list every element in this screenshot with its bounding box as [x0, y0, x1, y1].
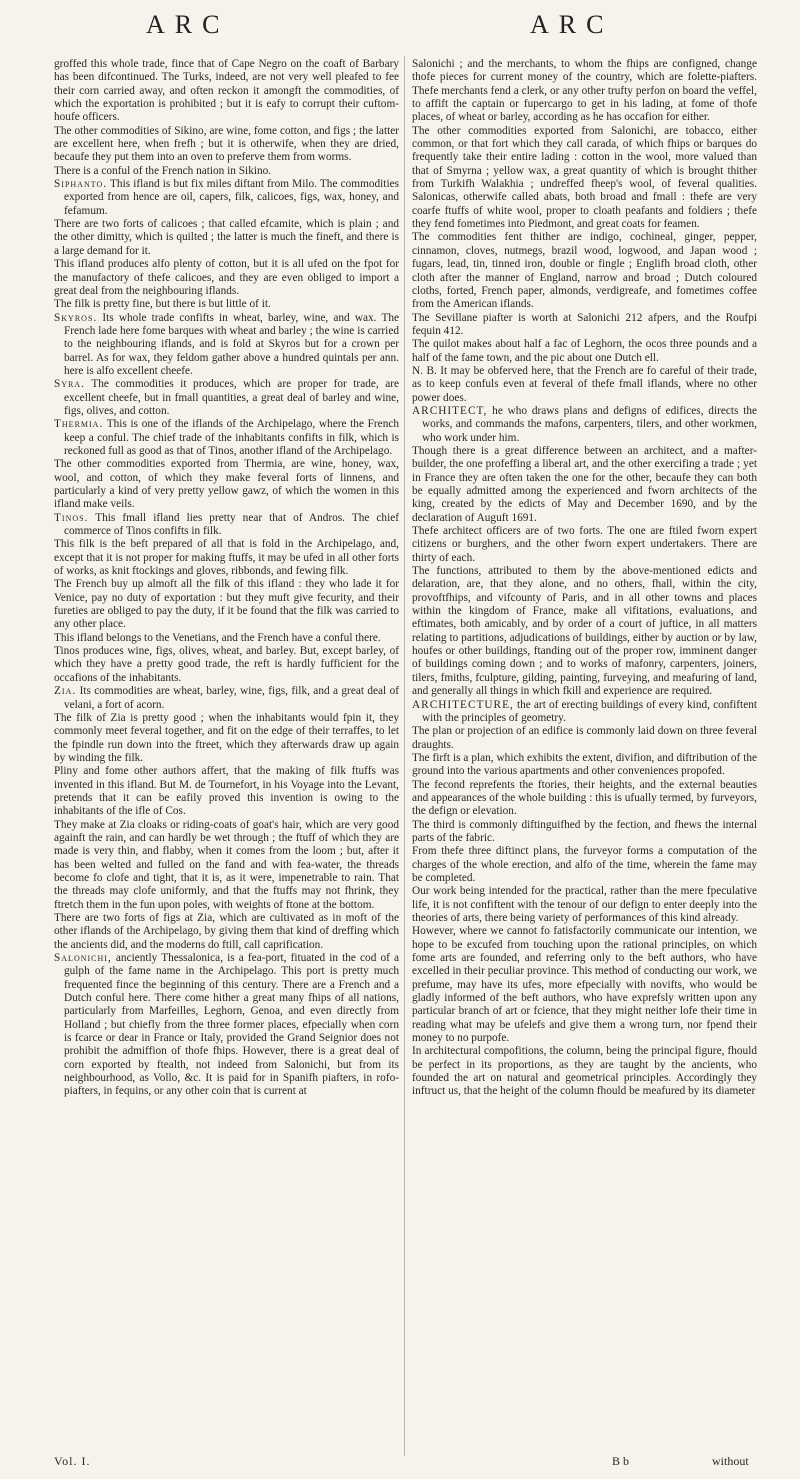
paragraph — [54, 712, 399, 765]
entry-headword: Zia. — [54, 685, 77, 698]
paragraph — [412, 779, 757, 819]
paragraph-text: the art of erecting buildings of every kind, confiftent with the principles of geometry. — [422, 698, 757, 724]
paragraph-text: The other commodities exported from Salonichi, are tobacco, either common, or that fort which they call carada, of which fhips or barques do frequently take their entire lading : cotton in the wool, more valued than that of Smyrna ; yellow wax, a great quantity of which is brought thither from Turkifh Walakhia ; undreffed fheep's wool, of feveral qualities. Salonicas, otherwife called abats, both broad and fmall : thefe are very coarfe ftuffs of white wool, proper to cloath peafants and foldiers ; thefe they fend fometimes into Piedmont, and great coats for feamen. — [412, 124, 757, 231]
paragraph — [54, 418, 399, 458]
paragraph-text: The other commodities of Sikino, are wine, fome cotton, and figs ; the latter are excellent here, when frefh ; but it is otherwife, when they are dried, becaufe they put them into an oven to preferve them from worms. — [54, 124, 399, 164]
paragraph-text: The commodities fent thither are indigo, cochineal, ginger, pepper, cinnamon, cloves, nutmegs, brazil wood, logwood, and Japan wood ; fugars, lead, tin, tinned iron, double or fingle ; Englifh broad cloth, other cloth after the manner of England, narrow and broad ; Dutch coloured cloths, forted, French paper, almonds, verdigreafe, and fometimes coffee from the American iflands. — [412, 231, 757, 311]
paragraph — [54, 512, 399, 539]
paragraph-text: The firft is a plan, which exhibits the extent, divifion, and diftribution of the ground into the various apartments and other conveniences propofed. — [412, 751, 757, 778]
paragraph — [412, 845, 757, 885]
paragraph — [54, 218, 399, 258]
paragraph — [54, 685, 399, 712]
running-head-right: ARC — [530, 10, 614, 39]
entry-headword: Thermia. — [54, 418, 104, 431]
paragraph-text: This is one of the iflands of the Archipelago, where the French keep a conful. The chief trade of the inhabitants confifts in filk, which is reckoned full as good as that of Tinos, another ifland of the Archipelago. — [64, 418, 399, 457]
paragraph-text: However, where we cannot fo fatisfactorily communicate our intention, we hope to be excufed from touching upon the rational principles, on which fome arts are founded, and referring only to the beft authors, who have excelled in their peculiar province. This method of conducting our work, we prefume, may have its ufes, more efpecially with novifts, who would be gladly informed of the beft authors, who have exprefsly written upon any particular branch of art or fcience, that they might neither lofe their time in reading what may be ufelefs and give them a wrong turn, nor fpend their money to no purpofe. — [412, 925, 757, 1045]
paragraph-text: The quilot makes about half a fac of Leghorn, the ocos three pounds and a half of the fame town, and the pic about one Dutch ell. — [412, 338, 757, 364]
paragraph — [412, 752, 757, 779]
paragraph — [54, 312, 399, 379]
paragraph — [54, 912, 399, 952]
paragraph-text: he who draws plans and defigns of edifices, directs the works, and commands the mafons, carpenters, tilers, and other workmen, who work under him. — [422, 404, 757, 444]
paragraph-text: The plan or projection of an edifice is commonly laid down on three feveral draughts. — [412, 725, 757, 751]
paragraph-text: There are two forts of figs at Zia, which are cultivated as in moft of the other iflands of the Archipelago, by giving them that kind of dreffing which the ancients did, and the moderns do ftill, call caprification. — [54, 912, 399, 951]
paragraph-text: This fmall ifland lies pretty near that of Andros. The chief commerce of Tinos confifts in filk. — [64, 511, 399, 538]
paragraph-text: From thefe three diftinct plans, the furveyor forms a computation of the charges of the whole erection, and alfo of the time, wherein the fame may be completed. — [412, 845, 757, 884]
paragraph — [54, 458, 399, 511]
entry-headword: Syra. — [54, 378, 85, 391]
paragraph-text: They make at Zia cloaks or riding-coats of goat's hair, which are very good againft the rain, and can hardly be wet through ; the ftuff of which they are made is very thin, and flabby, when it comes from the loom ; but, after it has been welted and fulled on the fand and with fea-water, the threads become fo clofe and tight, that it is, as it were, impenetrable to rain. That the threads may clofe uniformly, and that the ftuffs may not fhrink, they ftretch them in the fun upon poles, with weights of ftone at the bottom. — [54, 818, 399, 911]
paragraph-text: Its whole trade confifts in wheat, barley, wine, and wax. The French lade here fome barques with wheat and barley ; the wine is carried to the neighbouring iflands, and is fold at Skyros but for a crown per barrel. As for wax, they feldom gather above a hundred quintals per ann. here is alfo excellent cheefe. — [64, 311, 399, 377]
paragraph-text: Our work being intended for the practical, rather than the mere fpeculative life, it is not confiftent with the tenour of our defign to enter deeply into the theories of arts, there being variety of performances of this kind already. — [412, 885, 757, 924]
entry-headword: Skyros. — [54, 311, 98, 324]
paragraph — [54, 645, 399, 685]
paragraph — [54, 165, 399, 178]
paragraph — [54, 258, 399, 298]
running-head-left: ARC — [146, 10, 230, 39]
paragraph — [412, 405, 757, 445]
entry-headword: ARCHITECT, — [412, 404, 488, 417]
paragraph — [412, 725, 757, 752]
paragraph — [412, 565, 757, 698]
paragraph — [54, 819, 399, 912]
paragraph-text: This ifland is but fix miles diftant from Milo. The commodities exported from hence are oil, capers, filk, calicoes, figs, wax, honey, and fefamum. — [64, 178, 399, 217]
paragraph-text: The third is commonly diftinguifhed by the fection, and fhews the internal parts of the fabric. — [412, 818, 757, 844]
paragraph — [412, 525, 757, 565]
paragraph — [54, 578, 399, 631]
paragraph — [412, 1045, 757, 1098]
entry-headword: ARCHITECTURE, — [412, 698, 514, 711]
paragraph — [412, 925, 757, 1045]
paragraph-text: anciently Thessalonica, is a fea-port, fituated in the cod of a gulph of the fame name in the Archipelago. This port is pretty much frequented fince the beginning of this century. There are a French and a Dutch conful here. There come hither a great many fhips of all nations, particularly from Marfeilles, Leghorn, Genoa, and even directly from Holland ; but chiefly from the three former places, efpecially when corn is fcarce or dear in France or Italy, provided the Grand Seignior does not prohibit the admiffion of thofe fhips. However, there is a great deal of corn exported by ftealth, not indeed from Salonichi, but from its neighbourhood, as Vollo, &c. It is paid for in Spanifh piafters, in rofo-piafters, in fequins, or any other coin that is current at — [64, 952, 399, 1098]
paragraph-text: The filk is pretty fine, but there is but little of it. — [54, 298, 271, 311]
paragraph — [412, 699, 757, 726]
paragraph-text: Its commodities are wheat, barley, wine, figs, filk, and a great deal of velani, a fort of acorn. — [64, 685, 399, 711]
paragraph-text: Tinos produces wine, figs, olives, wheat, and barley. But, except barley, of which they have a pretty good trade, the reft is hardly fufficient for the occafions of the inhabitants. — [54, 645, 399, 684]
paragraph — [54, 538, 399, 578]
paragraph — [54, 58, 399, 125]
paragraph-text: The commodities it produces, which are proper for trade, are excellent cheefe, but in fmall quantities, a great deal of barley and wine, figs, olives, and cotton. — [64, 378, 399, 417]
paragraph — [54, 178, 399, 218]
paragraph-text: Though there is a great difference between an architect, and a mafter-builder, the one profeffing a liberal art, and the other exercifing a trade ; yet in France they are often taken the one for the other, becaufe they can both be equally admitted among the experienced and fworn architects of the king, created by the edicts of May and December 1690, and by the declaration of Auguft 1691. — [412, 444, 757, 524]
paragraph-text: The other commodities exported from Thermia, are wine, honey, wax, wool, and cotton, of which they make feveral forts of linnens, and particularly a kind of very pretty yellow gawz, of which the women in this ifland make veils. — [54, 458, 399, 511]
paragraph — [54, 952, 399, 1099]
paragraph — [412, 885, 757, 925]
paragraph — [412, 58, 757, 125]
paragraph — [412, 338, 757, 365]
paragraph-text: The French buy up almoft all the filk of this ifland : they who lade it for Venice, pay no duty of exportation : but they muft give fecurity, and their fureties are obliged to pay the duty, if it be found that the filk was carried to any other place. — [54, 578, 399, 631]
paragraph — [412, 125, 757, 232]
entry-headword: Salonichi, — [54, 952, 112, 965]
paragraph-text: There are two forts of calicoes ; that called efcamite, which is plain ; and the other dimitty, which is quilted ; the latter is much the fineft, and there is a large demand for it. — [54, 218, 399, 257]
paragraph — [54, 125, 399, 165]
paragraph — [54, 765, 399, 818]
right-column — [412, 58, 757, 1458]
paragraph-text: This filk is the beft prepared of all that is fold in the Archipelago, and, except that it is not proper for making ftuffs, it may be ufed in all other forts of works, as knit ftockings and gloves, ribbonds, and fewing filk. — [54, 538, 399, 578]
paragraph-text: There is a conful of the French nation in Sikino. — [54, 164, 272, 177]
paragraph — [54, 632, 399, 645]
entry-headword: Siphanto. — [54, 178, 108, 191]
volume-mark: Vol. I. — [54, 1454, 91, 1468]
left-column — [54, 58, 399, 1458]
paragraph — [412, 231, 757, 311]
paragraph-text: Thefe architect officers are of two forts. The one are ftiled fworn expert citizens or burghers, and the other fworn expert undertakers. There are thirty of each. — [412, 525, 757, 564]
paragraph — [412, 365, 757, 405]
paragraph-text: Pliny and fome other authors affert, that the making of filk ftuffs was invented in this ifland. But M. de Tournefort, in his Voyage into the Levant, pretends that it can be eafily proved this invention is owing to the inhabitants of the ifle of Cos. — [54, 765, 399, 818]
paragraph-text: This ifland produces alfo plenty of cotton, but it is all ufed on the fpot for the manufactory of thefe calicoes, and they are even obliged to import a great deal from the neighbouring iflands. — [54, 258, 399, 297]
signature-mark: B b — [612, 1454, 630, 1468]
paragraph — [412, 445, 757, 525]
paragraph — [54, 298, 399, 311]
paragraph-text: The filk of Zia is pretty good ; when the inhabitants would fpin it, they commonly meet feveral together, and fit on the edge of their terraffes, to let the fpindle run down into the ftreet, which they afterwards draw up again by winding the filk. — [54, 711, 399, 764]
paragraph — [412, 819, 757, 846]
paragraph-text: The Sevillane piafter is worth at Salonichi 212 afpers, and the Roufpi fequin 412. — [412, 311, 757, 337]
paragraph — [412, 312, 757, 339]
paragraph — [54, 378, 399, 418]
catchword: without — [712, 1454, 749, 1468]
column-divider — [404, 56, 405, 1456]
paragraph-text: The fecond reprefents the ftories, their heights, and the external beauties and appearances of the whole building : this is ufually termed, by furveyors, the defign or elevation. — [412, 778, 757, 818]
entry-headword: Tinos. — [54, 511, 89, 524]
paragraph-text: groffed this whole trade, fince that of Cape Negro on the coaft of Barbary has been difcontinued. The Turks, indeed, are not very well pleafed to fee their corn carried away, and often reckon it amongft the commodities, of which the exportation is prohibited ; but it is eafy to corrupt their cuftom-houfe officers. — [54, 58, 399, 124]
paragraph-text: This ifland belongs to the Venetians, and the French have a conful there. — [54, 631, 381, 644]
paragraph-text: Salonichi ; and the merchants, to whom the fhips are configned, change thofe pieces for current money of the country, which are folette-piafters. Thefe merchants fend a clerk, or any other trufty perfon on board the veffel, to affift the captain or fupercargo to get in his lading, at fome of thofe places, of wheat or barley, according as he has occafion for either. — [412, 58, 757, 124]
paragraph-text: The functions, attributed to them by the above-mentioned edicts and delaration, are, that they alone, and no others, fhall, within the city, provoftfhips, and vifcounty of Paris, and in all other towns and places within the kingdom of France, make all vifitations, evaluations, and eftimates, both amicably, and by order of a court of juftice, in all matters relating to partitions, adjudications of buildings, either by auction or by law, houfes or other buildings, ftanding out of the proper row, imminent danger of buildings coming down ; and to works of mafonry, carpenters, joiners, tilers, fmiths, fculpture, gilding, painting, furveying, and meafuring of land, and generally all things in which fkill and experience are required. — [412, 565, 757, 698]
paragraph-text: In architectural compofitions, the column, being the principal figure, fhould be perfect in its proportions, as they are taught by the ancients, who founded the art on natural and geometrical principles. Accordingly they inftruct us, that the height of the column fhould be meafured by its diameter — [412, 1045, 757, 1098]
paragraph-text: N. B. It may be obferved here, that the French are fo careful of their trade, as to keep confuls even at feveral of thefe fmall iflands, where no other power does. — [412, 364, 757, 404]
